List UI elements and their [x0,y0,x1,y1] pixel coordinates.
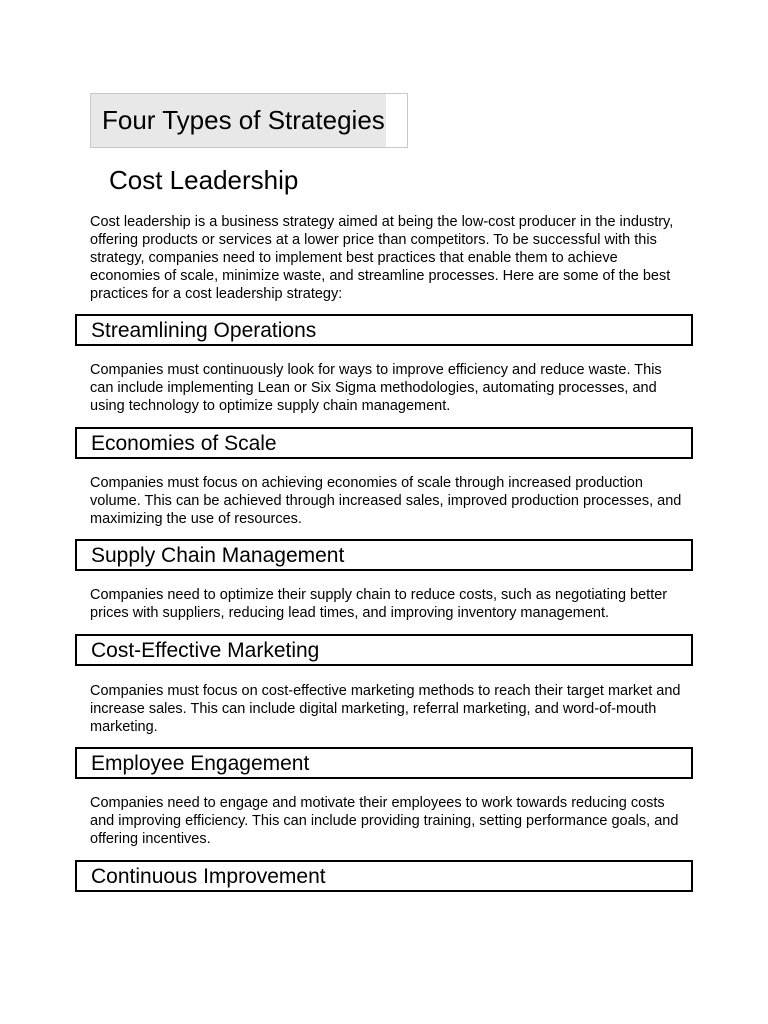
intro-paragraph: Cost leadership is a business strategy aimed at being the low-cost producer in the industry, offering products or services at a lower price than competitors. To be successful with this strategy, companies need to implement best practices that enable them to achieve economies of scale, minimize waste, and streamline processes. Here are some of the best practices for a cost leadership strategy: [90,214,674,302]
document-title-box [90,93,408,148]
section-body-cost-effective-marketing: Companies must focus on cost-effective marketing methods to reach their target market and increase sales. This can include digital marketing, referral marketing, and word-of-mouth marketing. [90,683,681,735]
section-heading-label: Supply Chain Management [91,544,345,567]
section-heading-label: Continuous Improvement [91,865,326,888]
section-body-supply-chain-management: Companies need to optimize their supply chain to reduce costs, such as negotiating better prices with suppliers, reducing lead times, and improving inventory management. [90,587,668,621]
section-heading-cost-effective-marketing [75,634,693,666]
section-body-employee-engagement: Companies need to engage and motivate their employees to work towards reducing costs and improving efficiency. This can include providing training, setting performance goals, and offering incentives. [90,795,679,847]
section-heading-economies-of-scale [75,427,693,459]
section-heading-employee-engagement [75,747,693,779]
section-body-economies-of-scale: Companies must focus on achieving economies of scale through increased production volume. This can be achieved through increased sales, improved production processes, and maximizing the use of resources. [90,475,682,527]
section-heading-label: Cost-Effective Marketing [91,639,320,662]
section-heading-label: Streamlining Operations [91,319,317,342]
section-heading-label: Employee Engagement [91,752,310,775]
section-heading-streamlining-operations [75,314,693,346]
section-heading-supply-chain-management [75,539,693,571]
section-heading-label: Economies of Scale [91,432,277,455]
document-subtitle: Cost Leadership [109,165,299,195]
section-body-streamlining-operations: Companies must continuously look for ways to improve efficiency and reduce waste. This can include implementing Lean or Six Sigma methodologies, automating processes, and using technology to optimize supply chain management. [90,362,662,414]
document-title: Four Types of Strategies [102,105,385,135]
section-heading-continuous-improvement [75,860,693,892]
